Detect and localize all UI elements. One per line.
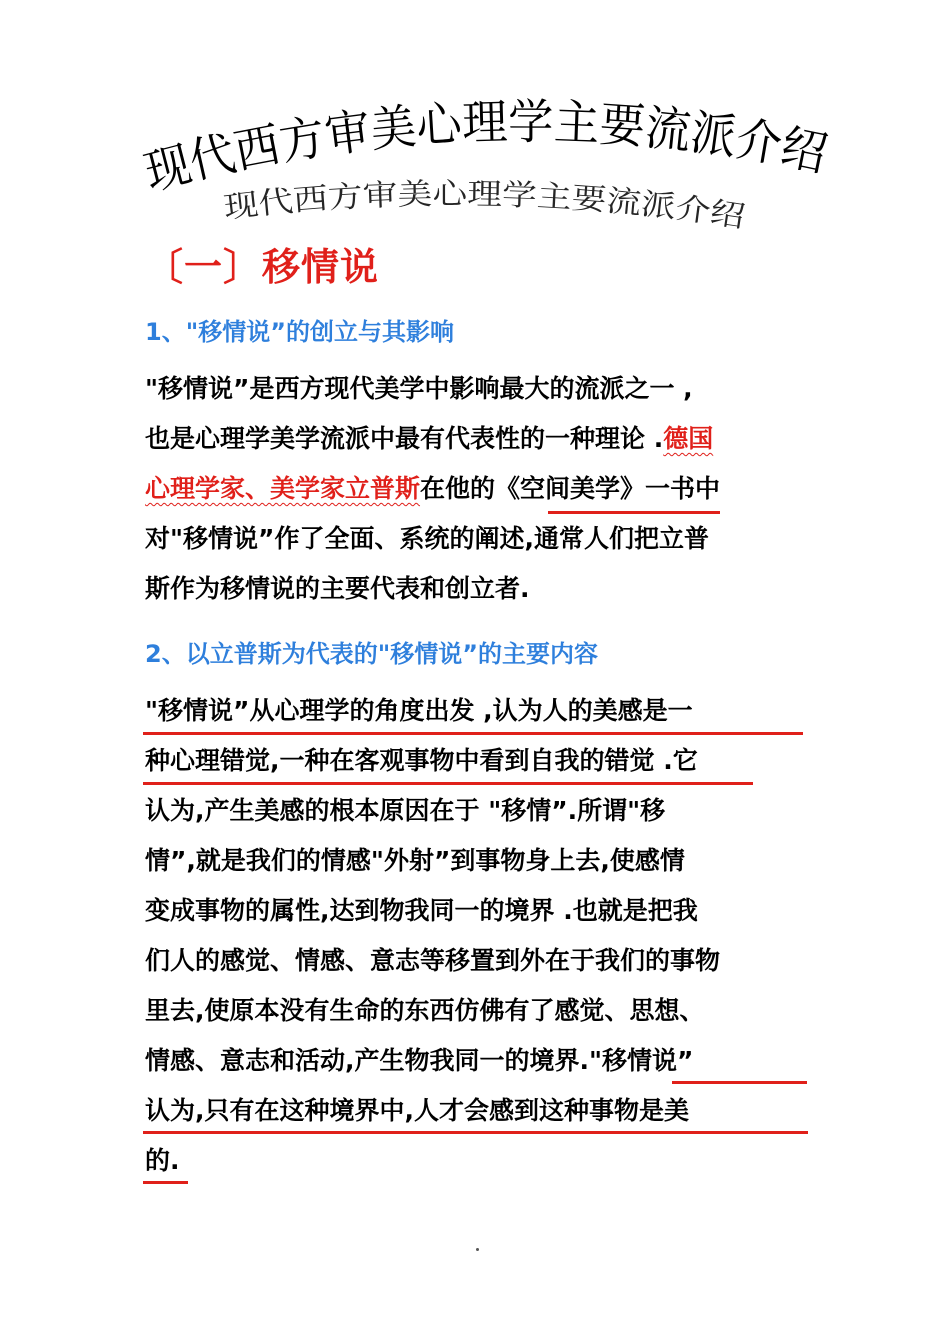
para2-line-10: 的. — [145, 1146, 180, 1175]
underline-para2-line-10 — [143, 1181, 188, 1184]
wordart-shadow-text: 现代西方审美心理学主要流派介绍 — [221, 177, 743, 235]
underline-book-title — [548, 511, 720, 514]
para2-line-6: 们人的感觉、情感、意志等移置到外在于我们的事物 — [145, 946, 721, 975]
para2-line-5: 变成事物的属性,达到物我同一的境界 .也就是把我 — [145, 896, 698, 925]
paragraph-2 — [145, 686, 825, 1186]
section-heading: 〔一〕移情说 — [145, 245, 380, 289]
para1-line-5: 斯作为移情说的主要代表和创立者. — [145, 574, 530, 603]
para2-line-7: 里去,使原本没有生命的东西仿佛有了感觉、思想、 — [145, 996, 705, 1025]
para1-line-3 — [145, 464, 825, 514]
para1-line-2-text: 也是心理学美学流派中最有代表性的一种理论 . — [145, 424, 664, 453]
para1-line-1: "移情说”是西方现代美学中影响最大的流派之一 , — [145, 374, 693, 403]
paragraph-1 — [145, 364, 825, 614]
para1-line-4: 对"移情说”作了全面、系统的阐述,通常人们把立普 — [145, 524, 709, 553]
wordart-main-text: 现代西方审美心理学主要流派介绍 — [138, 94, 835, 202]
subheading-1: 1、"移情说”的创立与其影响 — [145, 318, 454, 346]
underline-para2-line-8 — [672, 1081, 807, 1084]
para1-line-2 — [145, 414, 825, 464]
para2-line-4: 情”,就是我们的情感"外射”到事物身上去,使感情 — [145, 846, 685, 875]
para2-line-2: 种心理错觉,一种在客观事物中看到自我的错觉 .它 — [145, 746, 698, 775]
para1-red-highlight-b: 心理学家、美学家立普斯 — [145, 474, 421, 503]
para1-red-highlight-a: 德国 — [663, 424, 714, 453]
underline-para2-line-9 — [143, 1131, 808, 1134]
para2-line-9: 认为,只有在这种境界中,人才会感到这种事物是美 — [145, 1096, 689, 1125]
wordart-title — [138, 90, 840, 235]
subheading-2: 2、以立普斯为代表的"移情说”的主要内容 — [145, 640, 598, 668]
para1-line-3-text: 在他的《空间美学》一书中 — [420, 474, 721, 503]
underline-para2-line-2 — [143, 782, 753, 785]
para2-line-3: 认为,产生美感的根本原因在于 "移情”.所谓"移 — [145, 796, 666, 825]
para2-line-8: 情感、意志和活动,产生物我同一的境界."移情说” — [145, 1046, 694, 1075]
para2-line-1: "移情说”从心理学的角度出发 ,认为人的美感是一 — [145, 696, 693, 725]
page-footer-dot — [476, 1248, 479, 1251]
wordart-svg — [138, 90, 840, 235]
underline-para2-line-1 — [143, 732, 803, 735]
